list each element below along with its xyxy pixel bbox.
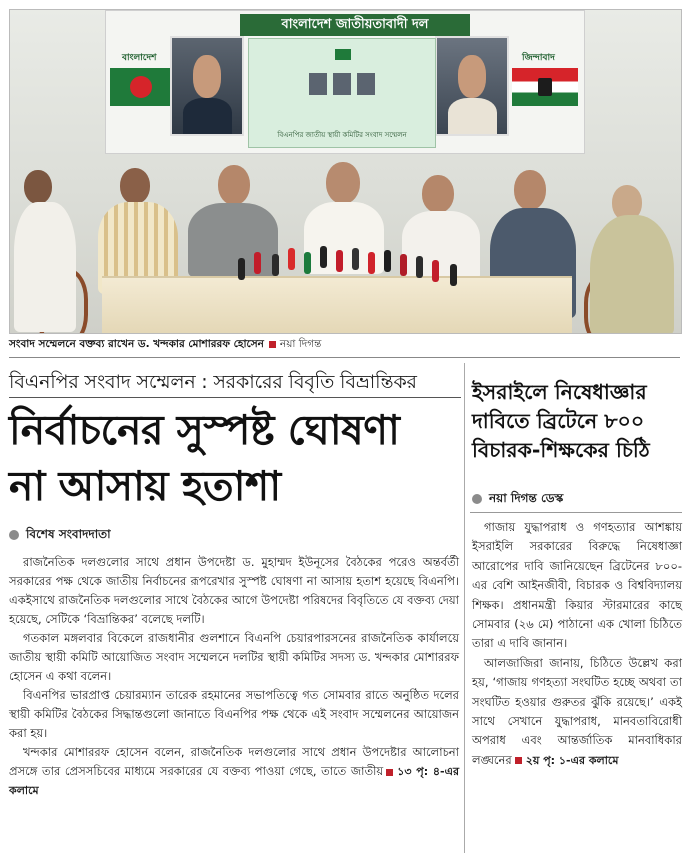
side-continuation-text: ২য় পৃ: ১-এর কলামে: [525, 753, 619, 767]
byline-dot-icon: [472, 494, 482, 504]
side-article-paragraph: গাজায় যুদ্ধাপরাধ ও গণহত্যার আশঙ্কায় ইসরাইলি সরকারের বিরুদ্ধে নিষেধাজ্ঞা আরোপের দাবি জানিয়েছেন ব্রিটেনের ৮০০-এর বেশি আইনজীবী, বিচারক ও বিশ্ববিদ্যালয় শিক্ষক। প্রধানমন্ত্রী কিয়ার স্টারমারের কাছে সোমবার (২৬ মে) পাঠানো এক খোলা চিঠিতে তারা এ দাবি জানান।: [472, 520, 682, 651]
square-bullet-icon: [515, 757, 522, 764]
column-divider: [464, 363, 465, 853]
portrait-left: [170, 36, 244, 136]
center-board: [248, 38, 436, 148]
press-conference-photo: [9, 9, 682, 334]
side-divider: [470, 512, 682, 513]
backdrop-right-slogan: জিন্দাবাদ: [522, 53, 555, 63]
square-bullet-icon: [386, 769, 393, 776]
continuation-text: ১৩ পৃ: ৪-এর কলামে: [9, 765, 460, 797]
side-byline-text: নয়া দিগন্ত ডেস্ক: [489, 491, 564, 505]
side-article-body: [472, 518, 682, 770]
byline-text: বিশেষ সংবাদদাতা: [26, 527, 111, 541]
bangladesh-flag: [110, 68, 174, 106]
photo-caption: [9, 337, 680, 354]
article-kicker: বিএনপির সংবাদ সম্মেলন : সরকারের বিবৃতি বিভ্রান্তিকর: [9, 371, 417, 393]
portrait-right: [435, 36, 509, 136]
square-bullet-icon: [269, 341, 276, 348]
article-paragraph: বিএনপির ভারপ্রাপ্ত চেয়ারম্যান তারেক রহমানের সভাপতিত্বে গত সোমবার রাতে অনুষ্ঠিত দলের স্থায়ী কমিটির বৈঠকের সিদ্ধান্তগুলো জানাতে বিএনপির পক্ষ থেকে এই সংবাদ সম্মেলনের আয়োজন করা হয়।: [9, 688, 459, 740]
byline-dot-icon: [9, 530, 19, 540]
photo-caption-text: সংবাদ সম্মেলনে বক্তব্য রাখেন ড. খন্দকার মোশাররফ হোসেন: [9, 338, 264, 350]
backdrop-left-slogan: বাংলাদেশ: [122, 53, 157, 63]
article-byline: [9, 526, 111, 546]
party-flag: [512, 68, 578, 106]
conference-table: [102, 276, 572, 334]
article-paragraph: রাজনৈতিক দলগুলোর সাথে প্রধান উপদেষ্টা ড. মুহাম্মদ ইউনূসের বৈঠকের পরেও অন্তর্বর্তী সরকারের পক্ষ থেকে জাতীয় নির্বাচনের রূপরেখার সুস্পষ্ট ঘোষণা না আসায় হতাশ হয়েছে বিএনপি। একইসাথে রাজনৈতিক দলগুলোর সাথে বৈঠকের আগে উপদেষ্টা পরিষদের বিবৃতিতে যে বক্তব্য দেয়া হয়েছে, সেটিকে ‘বিভ্রান্তিকর’ বলেছে দলটি।: [9, 555, 459, 626]
board-caption: বিএনপির জাতীয় স্থায়ী কমিটির সংবাদ সম্মেলন: [277, 131, 407, 139]
divider: [9, 357, 680, 358]
backdrop-banner-title: বাংলাদেশ জাতীয়তাবাদী দল: [240, 14, 470, 36]
side-continuation-link[interactable]: [512, 754, 619, 767]
side-article-byline: [472, 490, 563, 510]
article-body: [9, 553, 459, 800]
article-paragraph-text: খন্দকার মোশাররফ হোসেন বলেন, রাজনৈতিক দলগুলোর সাথে প্রধান উপদেষ্টার আলোচনা প্রসঙ্গে তার প্রেসসচিবের মাধ্যমে সরকারের যে বক্তব্য পাওয়া গেছে, তাতে জাতীয়: [9, 745, 459, 778]
side-article-paragraph-text: আলজাজিরা জানায়, চিঠিতে উল্লেখ করা হয়, ‘গাজায় গণহত্যা সংঘটিত হচ্ছে অথবা তা সংঘটিত হওয়ার গুরুতর ঝুঁকি রয়েছে।’ একই সাথে সেখানে যুদ্ধাপরাধ, মানবতাবিরোধী অপরাধ এবং আন্তর্জাতিক মানবাধিকার লঙ্ঘনের: [472, 655, 682, 767]
photo-source: নয়া দিগন্ত: [279, 338, 322, 350]
side-article-paragraph: [472, 654, 682, 770]
article-headline: [9, 402, 464, 514]
article-paragraph: গতকাল মঙ্গলবার বিকেলে রাজধানীর গুলশানে বিএনপি চেয়ারপারসনের রাজনৈতিক কার্যালয়ে জাতীয় স্থায়ী কমিটি আয়োজিত সংবাদ সম্মেলনে দলটির স্থায়ী কমিটির সদস্য ড. খন্দকার মোশাররফ হোসেন এ কথা বলেন।: [9, 631, 459, 683]
headline-line-1: নির্বাচনের সুস্পষ্ট ঘোষণা: [9, 406, 400, 454]
kicker-underline: [9, 397, 461, 398]
headline-line-2: না আসায় হতাশা: [9, 462, 281, 510]
side-article-headline: ইসরাইলে নিষেধাজ্ঞার দাবিতে ব্রিটেনে ৮০০ বিচারক-শিক্ষকের চিঠি: [472, 380, 650, 462]
article-paragraph: [9, 743, 459, 800]
